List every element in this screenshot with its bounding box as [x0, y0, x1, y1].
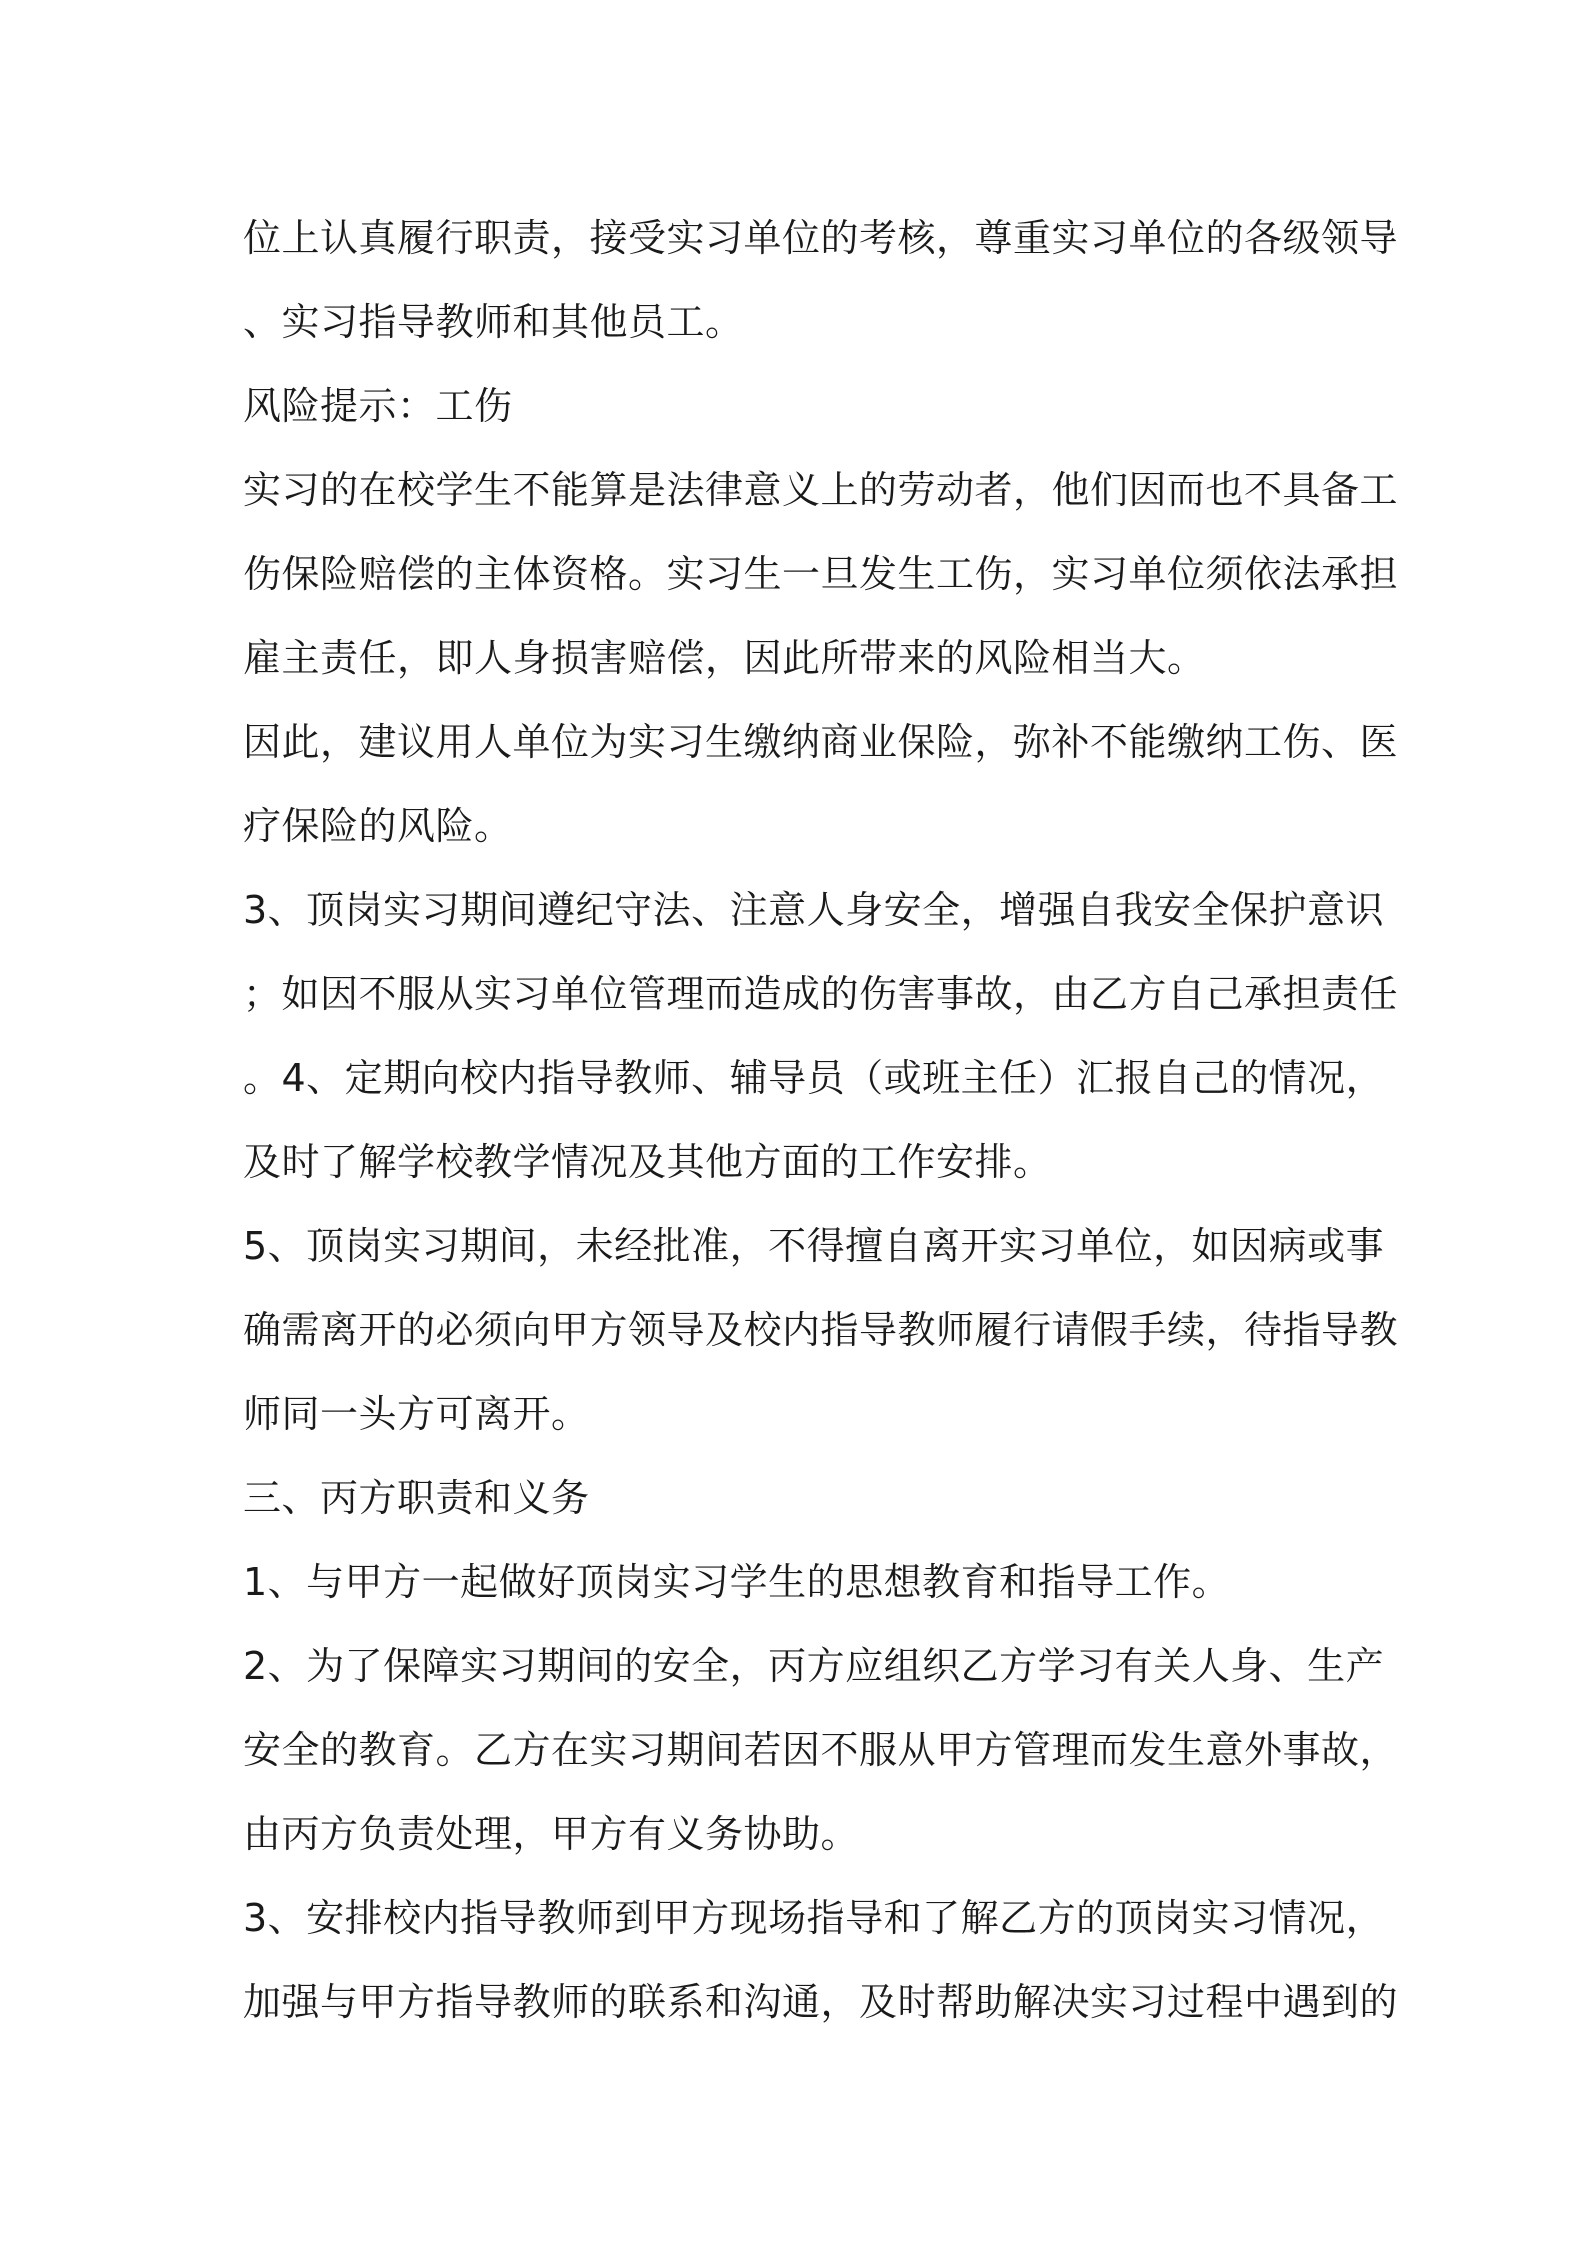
text-line: 及时了解学校教学情况及其他方面的工作安排。: [243, 1140, 1052, 1184]
text-line: 2、为了保障实习期间的安全，丙方应组织乙方学习有关人身、生产: [243, 1644, 1385, 1688]
section-heading: 三、丙方职责和义务: [243, 1476, 590, 1520]
text-line: 确需离开的必须向甲方领导及校内指导教师履行请假手续，待指导教: [243, 1308, 1399, 1352]
text-line: 。4、定期向校内指导教师、辅导员（或班主任）汇报自己的情况，: [243, 1056, 1385, 1100]
text-line: 、实习指导教师和其他员工。: [243, 300, 744, 344]
text-line: 1、与甲方一起做好顶岗实习学生的思想教育和指导工作。: [243, 1560, 1231, 1604]
text-line: 安全的教育。乙方在实习期间若因不服从甲方管理而发生意外事故，: [243, 1728, 1399, 1772]
text-line: 由丙方负责处理，甲方有义务协助。: [243, 1812, 860, 1856]
text-line: 伤保险赔偿的主体资格。实习生一旦发生工伤，实习单位须依法承担: [243, 552, 1399, 596]
text-line: 雇主责任，即人身损害赔偿，因此所带来的风险相当大。: [243, 636, 1206, 680]
text-line: 疗保险的风险。: [243, 804, 513, 848]
text-line: 5、顶岗实习期间，未经批准，不得擅自离开实习单位，如因病或事: [243, 1224, 1385, 1268]
text-line: ；如因不服从实习单位管理而造成的伤害事故，由乙方自己承担责任: [243, 972, 1399, 1016]
text-line: 实习的在校学生不能算是法律意义上的劳动者，他们因而也不具备工: [243, 468, 1399, 512]
text-line: 3、顶岗实习期间遵纪守法、注意人身安全，增强自我安全保护意识: [243, 888, 1385, 932]
text-line: 加强与甲方指导教师的联系和沟通，及时帮助解决实习过程中遇到的: [243, 1980, 1399, 2024]
text-line: 师同一头方可离开。: [243, 1392, 590, 1436]
text-line: 3、安排校内指导教师到甲方现场指导和了解乙方的顶岗实习情况，: [243, 1896, 1385, 1940]
text-line: 风险提示：工伤: [243, 384, 513, 428]
document-body: [243, 196, 1399, 2044]
text-line: 因此，建议用人单位为实习生缴纳商业保险，弥补不能缴纳工伤、医: [243, 720, 1399, 764]
text-line: 位上认真履行职责，接受实习单位的考核，尊重实习单位的各级领导: [243, 216, 1399, 260]
